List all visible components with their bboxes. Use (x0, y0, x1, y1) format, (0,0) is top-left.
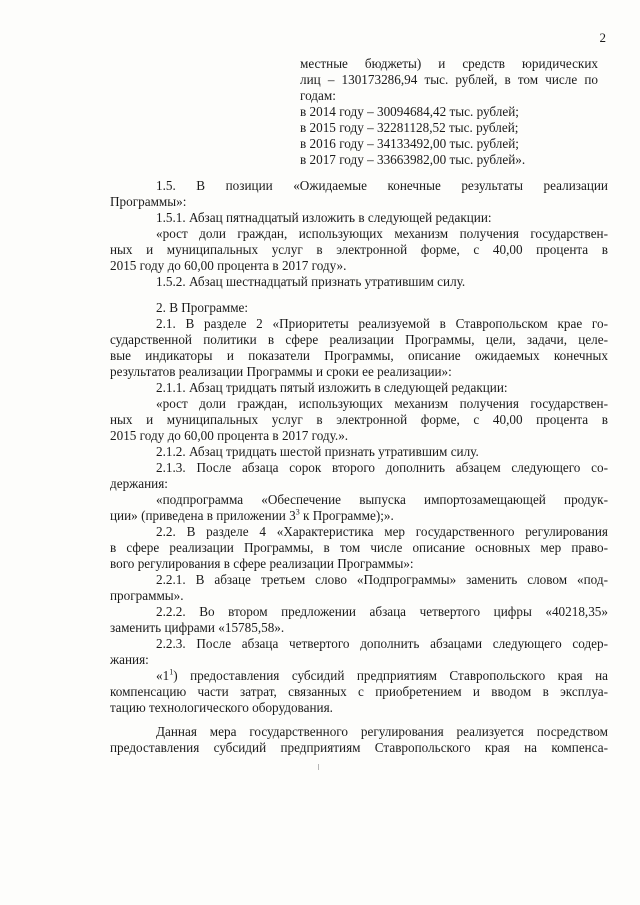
text-line: 2015 году до 60,00 процента в 2017 году.». (110, 428, 349, 443)
text-line: программы». (110, 588, 184, 603)
text-line: результатов реализации Программы и сроки ее реализации»: (110, 364, 452, 379)
text-line: 2015 году до 60,00 процента в 2017 году». (110, 258, 347, 273)
text-line: вые индикаторы и показатели Программы, описание ожидаемых конечных (110, 348, 608, 363)
paragraph-2-1: 2.1. В разделе 2 «Приоритеты реализуемой в Ставропольском крае го- (156, 316, 608, 331)
text-line: годам: (300, 88, 336, 103)
text-line: лиц – 130173286,94 тыс. рублей, в том числе по (300, 72, 598, 87)
paragraph-2-1-2: 2.1.2. Абзац тридцать шестой признать утратившим силу. (156, 444, 479, 459)
paragraph-2-1-3: 2.1.3. После абзаца сорок второго дополнить абзацем следующего со- (156, 460, 608, 475)
text-line: сударственной политики в сфере реализации Программы, цели, задачи, целе- (110, 332, 608, 347)
text-line: тацию технологического оборудования. (110, 700, 333, 715)
text-line: ных и муниципальных услуг в электронной форме, с 40,00 процента в (110, 242, 608, 257)
text-line: в сфере реализации Программы, в том числе описание основных мер право- (110, 540, 608, 555)
page-number: 2 (599, 30, 606, 45)
paragraph-2-1-1: 2.1.1. Абзац тридцать пятый изложить в следующей редакции: (156, 380, 508, 395)
text-line: заменить цифрами «15785,58». (110, 620, 285, 635)
text-line: в 2016 году – 34133492,00 тыс. рублей; (300, 136, 519, 151)
text-line: жания: (110, 652, 149, 667)
paragraph-2-2-1: 2.2.1. В абзаце третьем слово «Подпрограммы» заменить словом «под- (156, 572, 608, 587)
text-line: в 2015 году – 32281128,52 тыс. рублей; (300, 120, 519, 135)
paragraph-2-2: 2.2. В разделе 4 «Характеристика мер государственного регулирования (156, 524, 608, 539)
paragraph-2-2-2: 2.2.2. Во втором предложении абзаца четвертого цифры «40218,35» (156, 604, 608, 619)
paragraph-1-5-2: 1.5.2. Абзац шестнадцатый признать утратившим силу. (156, 274, 466, 289)
section-heading: 2. В Программе: (156, 300, 249, 315)
paragraph-2-2-3: 2.2.3. После абзаца четвертого дополнить абзацами следующего содер- (156, 636, 608, 651)
text-line: в 2017 году – 33663982,00 тыс. рублей». (300, 152, 526, 167)
text-line: «$1^1$) предоставления субсидий предприятиям Ставропольского края на (156, 667, 608, 683)
text-line: местные бюджеты) и средств юридических (300, 56, 598, 71)
text-line: вого регулирования в сфере реализации Программы»: (110, 556, 414, 571)
text-line: «рост доли граждан, использующих механизм получения государствен- (156, 396, 608, 411)
text-line: держания: (110, 476, 168, 491)
text-line: ных и муниципальных услуг в электронной форме, с 40,00 процента в (110, 412, 608, 427)
text-line: «рост доли граждан, использующих механизм получения государствен- (156, 226, 608, 241)
text-line: «подпрограмма «Обеспечение выпуска импортозамещающей продук- (156, 492, 608, 507)
text-line: ции» (приведена в приложении $3^3$ к Программе);». (110, 507, 394, 523)
text-line: в 2014 году – 30094684,42 тыс. рублей; (300, 104, 519, 119)
text-line: компенсацию части затрат, связанных с приобретением и вводом в эксплуа- (110, 684, 608, 699)
text-line: Данная мера государственного регулирования реализуется посредством (156, 724, 608, 739)
paragraph-1-5: 1.5. В позиции «Ожидаемые конечные результаты реализации (156, 178, 608, 193)
paragraph-1-5-1: 1.5.1. Абзац пятнадцатый изложить в следующей редакции: (156, 210, 492, 225)
text-line: предоставления субсидий предприятиям Ставропольского края на компенса- (110, 740, 608, 755)
scan-mark (318, 764, 319, 770)
text-line: Программы»: (110, 194, 187, 209)
